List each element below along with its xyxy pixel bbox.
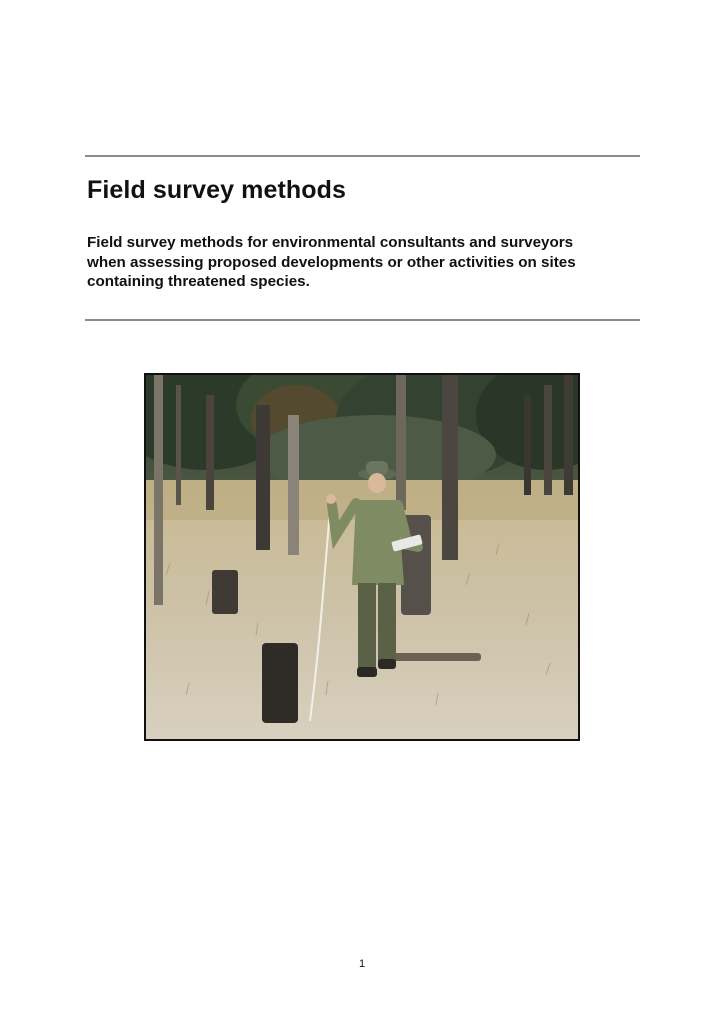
bottom-divider — [85, 319, 640, 321]
subtitle-line: Field survey methods for environmental consultants and surveyors — [87, 234, 574, 251]
subtitle-line: when assessing proposed developments or other activities on sites — [87, 253, 576, 271]
document-title: Field survey methods — [87, 176, 347, 204]
cover-photo — [144, 373, 580, 741]
subtitle-line: containing threatened species. — [87, 273, 310, 290]
page-number: 1 — [358, 958, 366, 970]
document-subtitle — [87, 233, 647, 292]
forest-surveyor-illustration — [146, 375, 578, 739]
top-divider — [85, 155, 640, 157]
